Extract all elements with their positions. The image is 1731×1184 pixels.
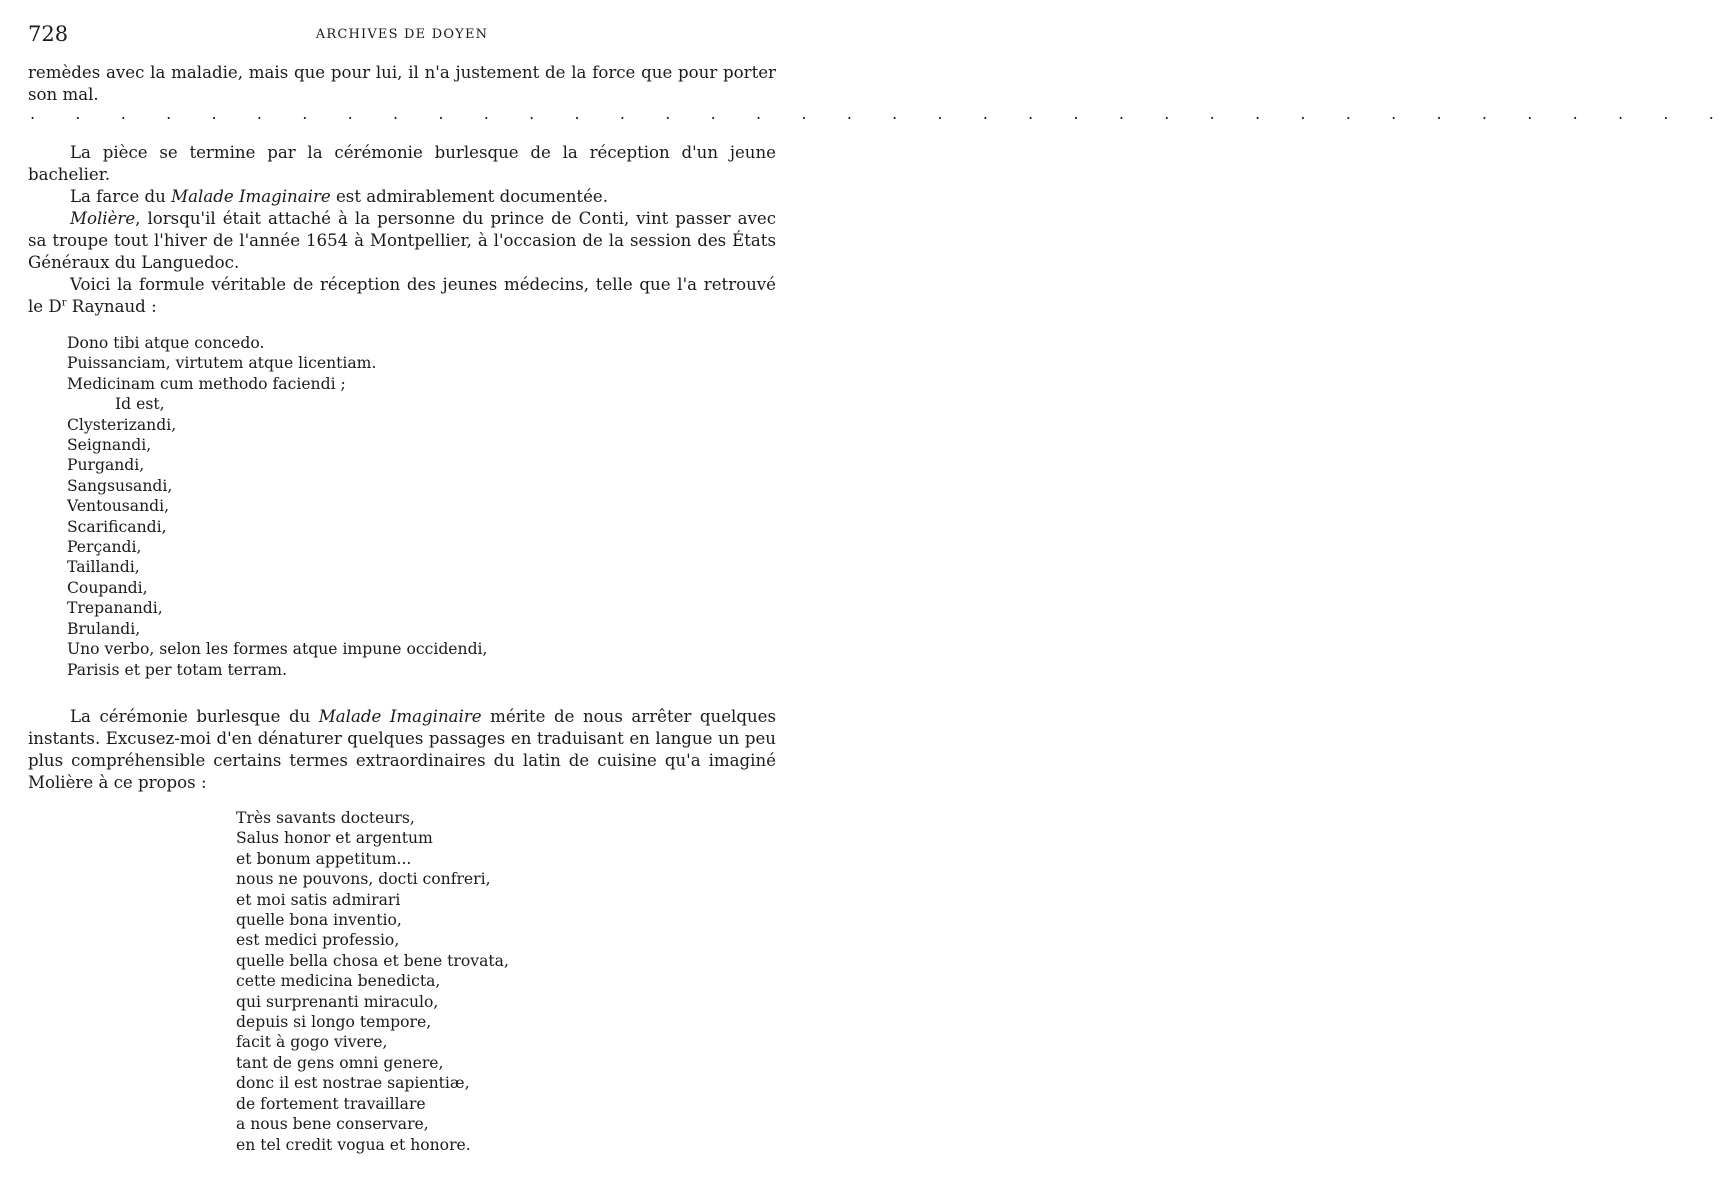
formula-line: Perçandi, bbox=[67, 538, 142, 557]
formula-line: Coupandi, bbox=[67, 578, 148, 597]
paragraph-farce bbox=[28, 186, 776, 208]
paragraph-farce-pre: La farce du bbox=[70, 187, 172, 206]
ceremony-verse bbox=[236, 808, 509, 1155]
verse-line: a nous bene conservare, bbox=[236, 1115, 429, 1134]
paragraph-moliere-rest: , lorsqu'il était attaché à la personne du prince de Conti, vint passer avec sa troupe tout l'hiver de l'année 1654 à Montpellier, à l'occasion de la session des États Généraux du Languedoc. bbox=[28, 209, 776, 272]
intro-text bbox=[28, 62, 776, 106]
verse-line: quelle bona inventio, bbox=[236, 911, 402, 930]
intro-line-1: remèdes avec la maladie, mais que pour lui, il n'a justement de la force que pour porter bbox=[28, 63, 776, 82]
formula-line: Ventousandi, bbox=[67, 497, 170, 516]
formula-line: Purgandi, bbox=[67, 456, 145, 475]
verse-line: cette medicina benedicta, bbox=[236, 972, 441, 991]
narrative-section bbox=[28, 142, 776, 318]
formula-line: Id est, bbox=[115, 395, 165, 414]
formula-line: Taillandi, bbox=[67, 558, 140, 577]
reception-formula bbox=[67, 333, 488, 680]
paragraph-farce-post: est admirablement documentée. bbox=[330, 187, 608, 206]
paragraph-ceremony-end: La pièce se termine par la cérémonie burlesque de la réception d'un jeune bachelier. bbox=[28, 143, 776, 184]
intro-line-2: son mal. bbox=[28, 85, 99, 104]
paragraph-moliere bbox=[28, 208, 776, 274]
verse-line: facit à gogo vivere, bbox=[236, 1033, 388, 1052]
formula-line: Puissanciam, virtutem atque licentiam. bbox=[67, 354, 377, 373]
verse-line: qui surprenanti miraculo, bbox=[236, 992, 439, 1011]
verse-line: Très savants docteurs, bbox=[236, 809, 415, 827]
doctor-abbrev-sup: r bbox=[61, 297, 67, 309]
verse-line: depuis si longo tempore, bbox=[236, 1013, 432, 1032]
formula-line: Uno verbo, selon les formes atque impune occidendi, bbox=[67, 640, 488, 659]
play-title: Malade Imaginaire bbox=[318, 707, 482, 726]
page-number: 728 bbox=[28, 22, 69, 46]
formula-line: Clysterizandi, bbox=[67, 415, 177, 434]
verse-line: et moi satis admirari bbox=[236, 890, 401, 909]
formula-line: Seignandi, bbox=[67, 436, 152, 455]
formula-line: Dono tibi atque concedo. bbox=[67, 334, 265, 352]
paragraph-ceremony-post: mérite de nous arrêter quelques instants. Excusez-moi d'en dénaturer quelques passages en traduisant en langue un peu plus compréhensible certains termes extraordinaires du latin de cuisine qu'a imaginé Molière à ce propos : bbox=[28, 707, 776, 792]
ceremony-intro bbox=[28, 706, 776, 794]
page-header bbox=[28, 22, 776, 52]
paragraph-formula-intro bbox=[28, 274, 776, 318]
play-title: Malade Imaginaire bbox=[171, 187, 331, 206]
verse-line: quelle bella chosa et bene trovata, bbox=[236, 951, 509, 970]
author-name: Molière bbox=[70, 209, 136, 228]
formula-line: Medicinam cum methodo faciendi ; bbox=[67, 374, 346, 393]
verse-line: en tel credit vogua et honore. bbox=[236, 1135, 471, 1154]
ellipsis-row: . . . . . . . . . . . . . . . . . . . . . . . . . . . . . . . . . . . . . . bbox=[30, 104, 1731, 123]
verse-line: de fortement travaillare bbox=[236, 1094, 426, 1113]
formula-line: Scarificandi, bbox=[67, 517, 167, 536]
paragraph-formula-pre: Voici la formule véritable de réception des jeunes médecins, telle que l'a retrouvé le D bbox=[28, 275, 776, 316]
paragraph-ceremony bbox=[28, 706, 776, 794]
verse-line: tant de gens omni genere, bbox=[236, 1053, 444, 1072]
verse-line: Salus honor et argentum bbox=[236, 829, 433, 848]
paragraph-formula-post: Raynaud : bbox=[66, 297, 157, 316]
formula-line: Parisis et per totam terram. bbox=[67, 660, 287, 679]
verse-line: et bonum appetitum... bbox=[236, 849, 412, 868]
formula-line: Trepanandi, bbox=[67, 599, 163, 618]
verse-line: donc il est nostrae sapientiæ, bbox=[236, 1074, 470, 1093]
verse-line: nous ne pouvons, docti confreri, bbox=[236, 870, 491, 889]
formula-line: Brulandi, bbox=[67, 619, 141, 638]
running-head: ARCHIVES DE DOYEN bbox=[315, 27, 489, 42]
formula-line: Sangsusandi, bbox=[67, 476, 173, 495]
verse-line: est medici professio, bbox=[236, 931, 400, 950]
paragraph-ceremony-pre: La cérémonie burlesque du bbox=[70, 707, 319, 726]
